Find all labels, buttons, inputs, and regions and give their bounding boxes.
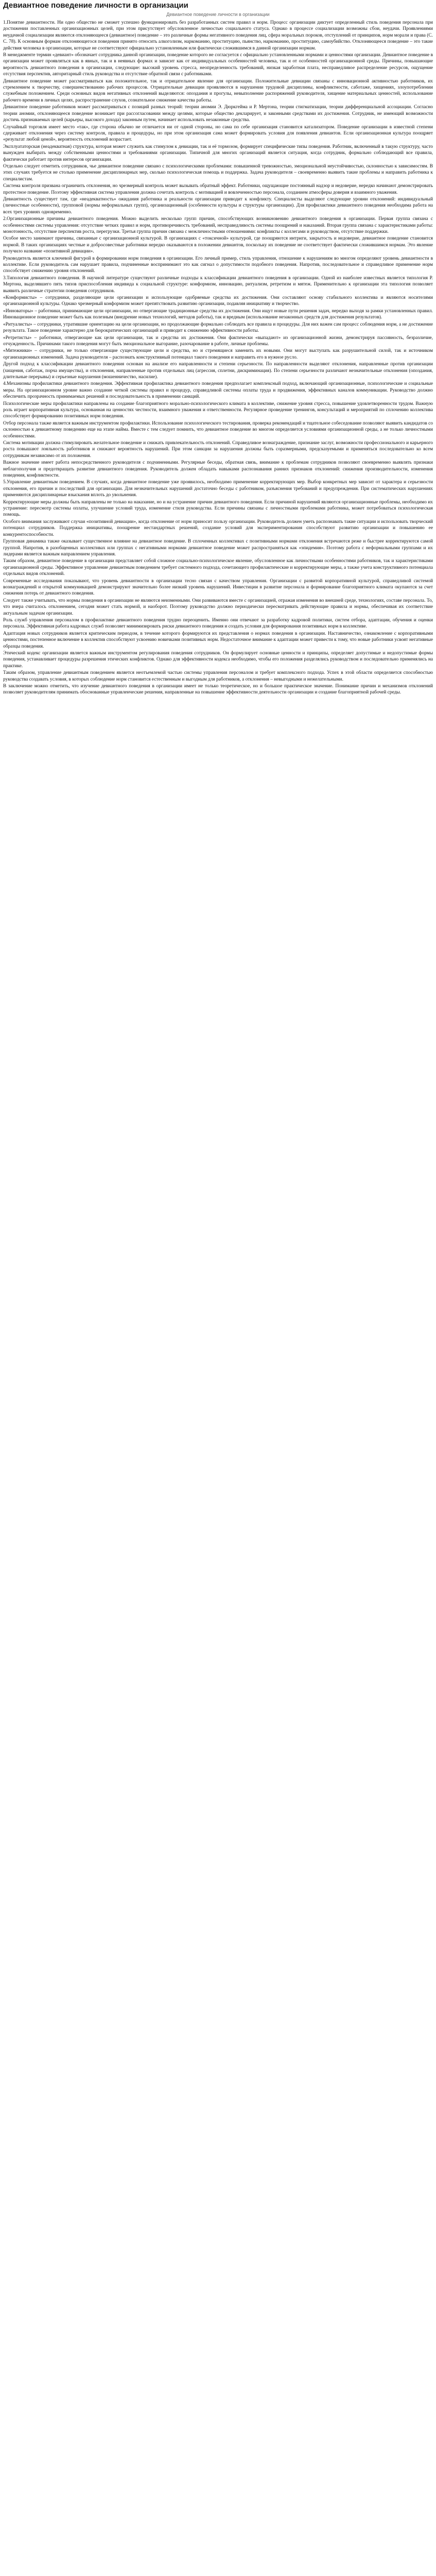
paragraph: Таким образом, девиантное поведение в организации представляет собой сложное социально-психологическое явление, обусловленное как личностными особенностями работников, так и характеристиками организационной среды. Эффективное управление девиантным поведением требует системного подхода, сочетающего профилактические и корректирующие меры, а также учета конструктивного потенциала отдельных видов отклонений. [3, 558, 433, 577]
paragraph: Девиантное поведение работников может рассматриваться с позиций разных теорий: теории аномии Э. Дюркгейма и Р. Мертона, теории стигматизации, теории дифференциальной ассоциации. Согласно теории аномии, отклоняющееся поведение возникает при рассогласовании между целями, которые общество декларирует, и законными средствами их достижения. Сотрудник, не имеющий возможности достичь признаваемых целей (карьеры, высокого дохода) законным путем, начинает использовать незаконные средства. [3, 105, 433, 123]
paragraph: Особое место занимают причины, связанные с организационной культурой. В организациях с «токсичной» культурой, где поощряются интриги, закрытость и недоверие, девиантное поведение становится нормой. В таких организациях честные и добросовестные работники нередко оказываются в положении девиантов, поскольку их поведение не соответствует фактически сложившимся нормам. Это явление получило название «позитивной девиации». [3, 236, 433, 255]
paragraph: Эксплуататорская (неадекватная) структура, которая может служить как стимулом к девиации, так и её тормозом, формирует специфические типы поведения. Работник, включенный в такую структуру, часто вынужден выбирать между собственными ценностями и требованиями организации. Типичной для многих организаций является ситуация, когда сотрудник, формально соблюдающий все правила, фактически работает против интересов организации. [3, 144, 433, 162]
paragraph: Отдельно следует отметить сотрудников, чье девиантное поведение связано с психологическими проблемами: повышенной тревожностью, эмоциональной неустойчивостью, склонностью к зависимостям. В этих случаях требуется не столько применение дисциплинарных мер, сколько психологическая помощь и поддержка. Задача руководителя – своевременно выявить такие проблемы и направить работника к специалистам. [3, 163, 433, 182]
paragraph: Девиантность существует там, где «неадекватность» ожидания работника и реальности организации приводит к конфликту. Специалисты выделяют следующие уровни отклонений: индивидуальный (личностные особенности), групповой (нормы неформальных групп), организационный (особенности культуры и структуры организации). Для профилактики девиантного поведения необходима работа на всех трех уровнях одновременно. [3, 196, 433, 215]
paragraph: Важное значение имеет работа непосредственного руководителя с подчиненными. Регулярные беседы, обратная связь, внимание к проблемам сотрудников позволяют своевременно выявлять признаки неблагополучия и предотвращать развитие девиантного поведения. Руководитель должен обладать навыками распознавания ранних признаков отклонений: снижения производительности, изменения поведения, конфликтности. [3, 460, 433, 479]
paragraph: «Мятежники» – сотрудники, не только отвергающие существующие цели и средства, но и стремящиеся заменить их новыми. Они могут выступать как разрушительной силой, так и источником организационных изменений. Задача руководителя – распознать конструктивный потенциал такого поведения и направить его в нужное русло. [3, 348, 433, 360]
paragraph: 1.Понятие девиантности. Ни одно общество не сможет успешно функционировать без разработанных систем правил и норм. Процесс организации диктует определенный стиль поведения персонала при достижении поставленных организационных целей, при этом присутствует обусловленное личностью социального статуса. Однако в процессе социализации возможны сбои, неудачи. Проявлениями неудачной социализации являются отклоняющееся (девиантное) поведение – это различные формы негативного поведения лиц, сфера моральных пороков, отступлений от принципов, норм морали и права (С. С. 78). К основным формам отклоняющегося поведения принято относить алкоголизм, наркоманию, проституцию, пьянство, наркоманию, проституцию, самоубийство. Отклоняющееся поведение – это такие действия человека в организации, которые не соответствуют официально установленным или фактически сложившимся в данной организации нормам. [3, 20, 433, 51]
paragraph: Следует также учитывать, что нормы поведения в организации не являются неизменными. Они развиваются вместе с организацией, отражая изменения во внешней среде, технологиях, составе персонала. То, что вчера считалось отклонением, сегодня может стать нормой, и наоборот. Поэтому руководство должно периодически пересматривать действующие правила и нормы, обеспечивая их соответствие актуальным задачам организации. [3, 598, 433, 616]
page-subtitle: Девиантное поведение личности в организации [166, 12, 270, 17]
paragraph: Руководитель является ключевой фигурой в формировании норм поведения в организации. Его личный пример, стиль управления, отношение к нарушениям во многом определяют уровень девиантности в коллективе. Если руководитель сам нарушает правила, подчиненные воспринимают это как сигнал о допустимости подобного поведения. Напротив, последовательное и справедливое применение норм способствует снижению уровня отклонений. [3, 256, 433, 274]
paragraph: 3.Типология девиантного поведения. В научной литературе существуют различные подходы к классификации девиантного поведения в организации. Одной из наиболее известных является типология Р. Мертона, выделявшего пять типов приспособления индивида к социальной структуре: конформизм, инновацию, ритуализм, ретретизм и мятеж. Применительно к организации эта типология позволяет выявить различные стратегии поведения сотрудников. [3, 275, 433, 294]
paragraph: «Ретретисты» – работники, отвергающие как цели организации, так и средства их достижения. Они фактически «выпадают» из организационной жизни, демонстрируя пассивность, безразличие, отчужденность. Причинами такого поведения могут быть эмоциональное выгорание, разочарование в работе, личные проблемы. [3, 335, 433, 347]
paragraph: «Инноваторы» – работники, принимающие цели организации, но отвергающие традиционные средства их достижения. Они ищут новые пути решения задач, нередко выходя за рамки установленных правил. Инновационное поведение может быть как полезным (внедрение новых технологий, методов работы), так и вредным (использование незаконных средств для достижения результатов). [3, 308, 433, 320]
paragraph: Система мотивации должна стимулировать желательное поведение и снижать привлекательность отклонений. Справедливое вознаграждение, признание заслуг, возможности профессионального и карьерного роста повышают лояльность работников и снижают вероятность нарушений. При этом санкции за нарушения должны быть соразмерными, предсказуемыми и применяться последовательно ко всем сотрудникам независимо от их положения. [3, 440, 433, 459]
paragraph: Девиантное поведение может рассматриваться как положительное, так и отрицательное явление для организации. Положительные девиации связаны с инновационной активностью работников, их стремлением к творчеству, совершенствованию рабочих процессов. Отрицательные девиации проявляются в нарушении трудовой дисциплины, конфликтности, саботаже, хищениях, злоупотреблении служебным положением. Среди основных видов негативных отклонений выделяются: опоздания и прогулы, невыполнение распоряжений руководителя, хищение материальных ценностей, использование рабочего времени в личных целях, распространение слухов, сознательное снижение качества работы. [3, 78, 433, 103]
paragraph: Психологические меры профилактики направлены на создание благоприятного морально-психологического климата в коллективе, снижение уровня стресса, повышение удовлетворенности трудом. Важную роль играет корпоративная культура, основанная на ценностях честности, взаимного уважения и ответственности. Регулярное проведение тренингов, консультаций и мероприятий по сплочению коллектива способствует формированию позитивных норм поведения. [3, 401, 433, 419]
paragraph: 4.Механизмы профилактики девиантного поведения. Эффективная профилактика девиантного поведения предполагает комплексный подход, включающий организационные, психологические и социальные меры. На организационном уровне важно создание четкой системы правил и процедур, справедливой системы оплаты труда и продвижения, эффективных каналов коммуникации. Руководство должно обеспечить прозрачность принимаемых решений и последовательность в применении санкций. [3, 381, 433, 400]
paragraph: Этический кодекс организации является важным инструментом регулирования поведения сотрудников. Он формулирует основные ценности и принципы, определяет допустимые и недопустимые формы поведения, устанавливает процедуры разрешения этических конфликтов. Однако для эффективности кодекса необходимо, чтобы его положения разделялись руководством и последовательно применялись на практике. [3, 651, 433, 669]
paragraph: Отбор персонала также является важным инструментом профилактики. Использование психологического тестирования, проверка рекомендаций и тщательное собеседование позволяют выявить кандидатов со склонностью к девиантному поведению еще на этапе найма. Вместе с тем следует помнить, что девиантное поведение во многом определяется условиями организационной среды, а не только личностными особенностями. [3, 420, 433, 439]
paragraph: «Ритуалисты» – сотрудники, утратившие ориентацию на цели организации, но продолжающие формально соблюдать все правила и процедуры. Для них важен сам процесс соблюдения норм, а не достижение результата. Такое поведение характерно для бюрократических организаций и приводит к снижению эффективности работы. [3, 321, 433, 334]
paragraph: Другой подход к классификации девиантного поведения основан на анализе его направленности и степени серьезности. По направленности выделяют отклонения, направленные против организации (хищения, саботаж, порча имущества), и отклонения, направленные против отдельных лиц (агрессия, сплетни, дискриминация). По степени серьезности различают незначительные отклонения (опоздания, длительные перерывы) и серьезные нарушения (мошенничество, насилие). [3, 362, 433, 380]
paragraph: Система контроля призвана ограничить отклонения, но чрезмерный контроль может вызывать обратный эффект. Работники, ощущающие постоянный надзор и недоверие, нередко начинают демонстрировать протестное поведение. Поэтому эффективная система управления должна сочетать контроль с мотивацией и вовлеченностью персонала, созданием атмосферы доверия и взаимного уважения. [3, 183, 433, 195]
paragraph: «Конформисты» – сотрудники, разделяющие цели организации и использующие одобряемые средства их достижения. Они составляют основу стабильного коллектива и являются носителями организационной культуры. Однако чрезмерный конформизм может препятствовать развитию организации, подавляя инициативу и творчество. [3, 295, 433, 307]
article-body [3, 20, 433, 696]
paragraph: 2.Организационные причины девиантного поведения. Можно выделить несколько групп причин, способствующих возникновению девиантного поведения в организации. Первая группа связана с особенностями системы управления: отсутствие четких правил и норм, противоречивость требований, несправедливость системы поощрений и наказаний. Вторая группа связана с характеристиками работы: монотонность, отсутствие перспектив роста, перегрузки. Третья группа причин связана с межличностными отношениями: конфликты с коллегами и руководством, отсутствие поддержки. [3, 216, 433, 234]
paragraph: Современные исследования показывают, что уровень девиантности в организации тесно связан с качеством управления. Организации с развитой корпоративной культурой, справедливой системой вознаграждений и открытой коммуникацией демонстрируют значительно более низкий уровень нарушений. Инвестиции в развитие персонала и формирование благоприятного климата окупаются за счет снижения потерь от девиантного поведения. [3, 578, 433, 597]
paragraph: Роль служб управления персоналом в профилактике девиантного поведения трудно переоценить. Именно они отвечают за разработку кадровой политики, систем отбора, адаптации, обучения и оценки персонала. Эффективная работа кадровых служб позволяет минимизировать риски девиантного поведения и создать условия для формирования позитивных норм в коллективе. [3, 617, 433, 630]
paragraph: Случайный торговля имеет место «так», где сторона обычно не отличается ни от одной стороны, но сама по себе организация становится катализатором. Поведение организации в известной степени сдерживает отклонения через систему контроля, правила и процедуры, но при этом организация сама может формировать условия для появления девиантов. Если организационная культура поощряет «результат любой ценой», вероятность отклонений возрастает. [3, 124, 433, 143]
paragraph: Таким образом, управление девиантным поведением является неотъемлемой частью системы управления персоналом и требует комплексного подхода. Успех в этой области определяется способностью руководства создавать условия, в которых соблюдение норм становится естественным и выгодным для работников, а отклонения – невыгодными и нежелательными. [3, 670, 433, 682]
paragraph: Групповая динамика также оказывает существенное влияние на девиантное поведение. В сплоченных коллективах с позитивными нормами отклонения встречаются реже и быстрее корректируются самой группой. Напротив, в разобщенных коллективах или группах с негативными нормами девиантное поведение может распространяться как «эпидемия». Поэтому работа с неформальными группами и их лидерами является важным направлением управления. [3, 539, 433, 557]
page-title: Девиантное поведение личности в организации [3, 1, 188, 10]
document-page [0, 1, 436, 696]
paragraph: В заключение можно отметить, что изучение девиантного поведения в организации имеет не только теоретическое, но и большое практическое значение. Понимание причин и механизмов отклонений позволяет руководителям принимать обоснованные управленческие решения, направленные на повышение эффективности деятельности организации и создание благоприятной рабочей среды. [3, 684, 433, 696]
paragraph: Корректирующие меры должны быть направлены не только на наказание, но и на устранение причин девиантного поведения. Если причиной нарушений являются организационные проблемы, необходимо их устранение: пересмотр системы оплаты, улучшение условий труда, изменение стиля руководства. Если причины связаны с личностными проблемами работника, может потребоваться психологическая помощь. [3, 499, 433, 518]
paragraph: В менеджменте термин «девиант» обозначает сотрудника данной организации, поведение которого не согласуется с официально установленными нормами и ценностями организации. Девиантное поведение в организации может проявляться как в явных, так и в неявных формах и зависит как от индивидуальных особенностей человека, так и от особенностей организационной среды. Причины, повышающие вероятность девиантного поведения в организации, следующие: высокий уровень стресса, неопределенность требований, низкая заработная плата, несправедливое распределение ресурсов, ощущение отсутствия перспектив, авторитарный стиль руководства и отсутствие обратной связи с работниками. [3, 53, 433, 77]
paragraph: 5.Управление девиантным поведением. В случаях, когда девиантное поведение уже проявилось, необходимо применение корректирующих мер. Выбор конкретных мер зависит от характера и серьезности отклонения, его причин и последствий для организации. Для незначительных нарушений достаточно беседы с работником, разъяснения требований и предупреждения. При систематических нарушениях применяются дисциплинарные взыскания вплоть до увольнения. [3, 480, 433, 498]
paragraph: Адаптация новых сотрудников является критическим периодом, в течение которого формируются их представления о нормах поведения в организации. Наставничество, ознакомление с корпоративными ценностями, постепенное включение в коллектив способствуют усвоению новичками позитивных норм. Недостаточное внимание к адаптации может привести к тому, что новые работники усвоят негативные образцы поведения. [3, 631, 433, 649]
paragraph: Особого внимания заслуживают случаи «позитивной девиации», когда отклонение от норм приносит пользу организации. Руководитель должен уметь распознавать такие ситуации и использовать творческий потенциал сотрудников. Поддержка инициативы, поощрение нестандартных решений, создание условий для экспериментирования способствуют развитию организации и повышению ее конкурентоспособности. [3, 519, 433, 537]
